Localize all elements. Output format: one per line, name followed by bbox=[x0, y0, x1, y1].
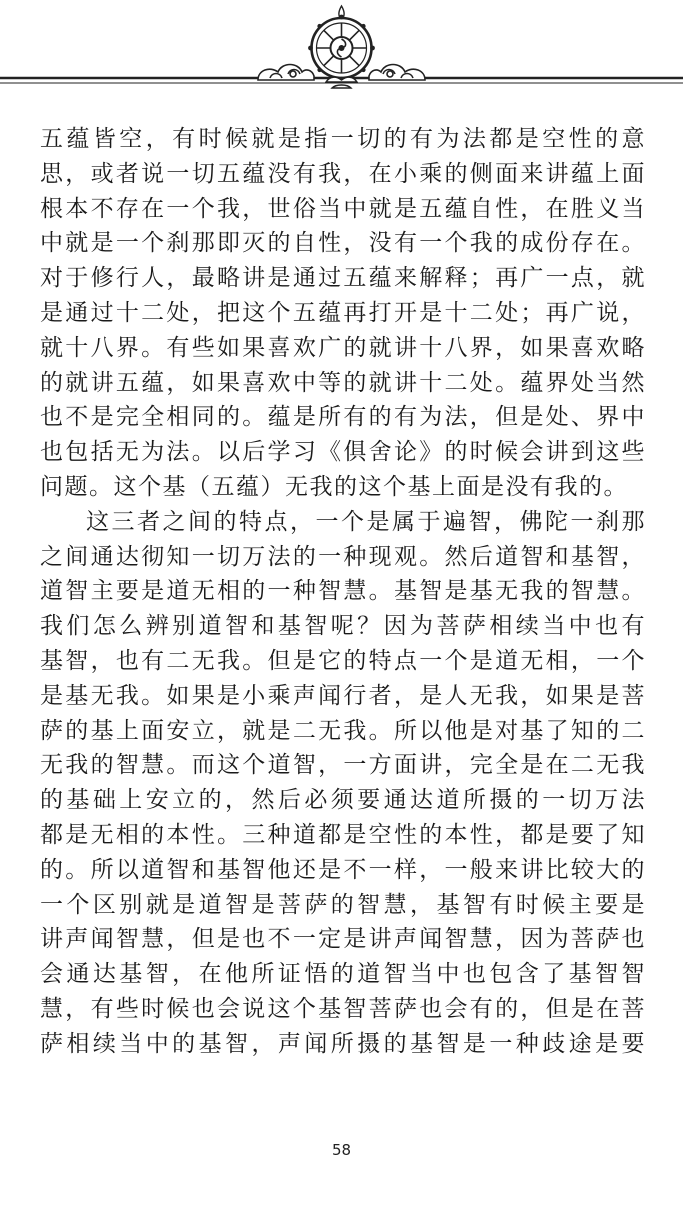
paragraph bbox=[40, 122, 646, 505]
text-line: 的。所以道智和基智他还是不一样，一般来讲比较大的 bbox=[40, 856, 646, 883]
auspicious-cloud-icon-right bbox=[369, 65, 425, 81]
text-line: 中就是一个刹那即灭的自性，没有一个我的成份存在。 bbox=[40, 230, 646, 257]
text-line: 五蕴皆空，有时候就是指一切的有为法都是空性的意 bbox=[40, 126, 646, 152]
text-line: 一个区别就是道智是菩萨的智慧，基智有时候主要是 bbox=[40, 891, 646, 918]
text-line: 是通过十二处，把这个五蕴再打开是十二处；再广说， bbox=[40, 299, 646, 326]
text-line: 萨相续当中的基智，声闻所摄的基智是一种歧途是要 bbox=[40, 1030, 646, 1057]
text-line: 也不是完全相同的。蕴是所有的有为法，但是处、界中 bbox=[40, 404, 646, 431]
dharma-wheel-icon bbox=[308, 6, 375, 88]
text-line: 慧，有些时候也会说这个基智菩萨也会有的，但是在菩 bbox=[40, 995, 646, 1022]
text-line: 无我的智慧。而这个道智，一方面讲，完全是在二无我 bbox=[40, 752, 646, 779]
text-line: 根本不存在一个我，世俗当中就是五蕴自性，在胜义当 bbox=[40, 195, 646, 222]
text-line: 也包括无为法。以后学习《俱舍论》的时候会讲到这些 bbox=[40, 439, 646, 466]
header-ornament bbox=[0, 0, 683, 110]
text-line: 这三者之间的特点，一个是属于遍智，佛陀一刹那 bbox=[86, 508, 646, 535]
page-header bbox=[0, 0, 683, 110]
text-line: 之间通达彻知一切万法的一种现观。然后道智和基智， bbox=[40, 543, 646, 570]
text-line: 萨的基上面安立，就是二无我。所以他是对基了知的二 bbox=[40, 717, 646, 744]
auspicious-cloud-icon bbox=[258, 65, 314, 81]
text-line: 的就讲五蕴，如果喜欢中等的就讲十二处。蕴界处当然 bbox=[40, 369, 646, 396]
text-line: 会通达基智，在他所证悟的道智当中也包含了基智智 bbox=[40, 961, 646, 988]
text-line: 道智主要是道无相的一种智慧。基智是基无我的智慧。 bbox=[40, 578, 646, 605]
page-number: 58 bbox=[331, 1141, 352, 1159]
text-line: 的基础上安立的，然后必须要通达道所摄的一切万法 bbox=[40, 787, 646, 814]
text-line: 基智，也有二无我。但是它的特点一个是道无相，一个 bbox=[40, 647, 646, 674]
text-line: 都是无相的本性。三种道都是空性的本性，都是要了知 bbox=[40, 821, 646, 848]
body-text bbox=[40, 122, 646, 1062]
text-line: 是基无我。如果是小乘声闻行者，是人无我，如果是菩 bbox=[40, 682, 646, 709]
text-line: 问题。这个基（五蕴）无我的这个基上面是没有我的。 bbox=[40, 473, 628, 500]
text-line: 思，或者说一切五蕴没有我，在小乘的侧面来讲蕴上面 bbox=[40, 160, 646, 187]
text-line: 我们怎么辨别道智和基智呢？因为菩萨相续当中也有 bbox=[40, 613, 646, 640]
text-line: 对于修行人，最略讲是通过五蕴来解释；再广一点，就 bbox=[40, 265, 646, 292]
paragraph bbox=[40, 505, 646, 1062]
text-line: 就十八界。有些如果喜欢广的就讲十八界，如果喜欢略 bbox=[40, 334, 646, 361]
text-line: 讲声闻智慧，但是也不一定是讲声闻智慧，因为菩萨也 bbox=[40, 926, 646, 953]
